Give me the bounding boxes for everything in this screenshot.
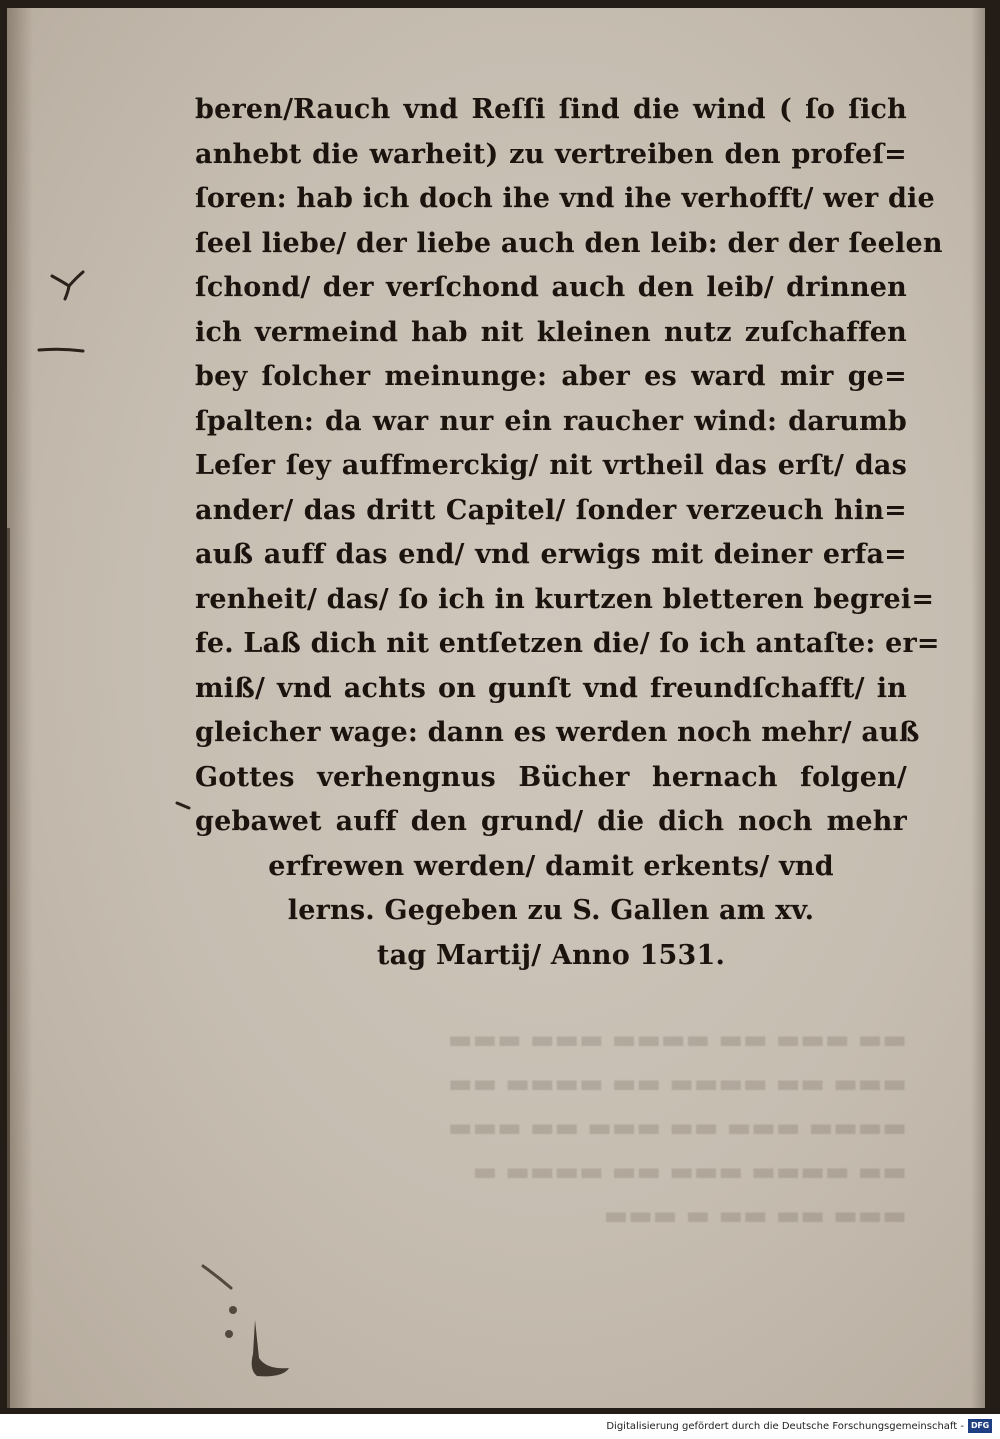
footer-bar	[0, 1414, 1000, 1439]
text-line: fe. Laß dich nit entſetzen die/ ſo ich antaſte: er=	[195, 628, 940, 659]
page-right-edge	[971, 8, 985, 1408]
text-line: renheit/ das/ ſo ich in kurtzen bletteren begrei=	[195, 583, 935, 615]
text-line: auß auff das end/ vnd erwigs mit deiner erfa=	[195, 539, 907, 570]
colophon-date-line: tag Martij/ Anno 1531.	[376, 939, 726, 971]
text-line: beren/Rauch vnd Reſſi ſind die wind ( ſo ſich	[195, 94, 907, 125]
text-line: ander/ das dritt Capitel/ ſonder verzeuch hin=	[195, 494, 907, 526]
text-line: anhebt die warheit) zu vertreiben den profeſ=	[195, 138, 907, 170]
text-line: ſpalten: da war nur ein raucher wind: darumb	[195, 405, 907, 437]
blackletter-text-block	[195, 88, 943, 978]
text-line: ſeel liebe/ der liebe auch den leib: der der ſeelen	[195, 227, 943, 259]
book-page	[7, 8, 985, 1408]
text-line: Gottes verhengnus Bücher hernach folgen/	[195, 761, 907, 793]
text-line: ich vermeind hab nit kleinen nutz zuſchaffen	[195, 316, 907, 348]
text-line: ſchond/ der verſchond auch den leib/ drinnen	[195, 272, 907, 303]
text-line: gebawet auff den grund/ die dich noch mehr	[195, 806, 907, 837]
ink-stain-icon	[197, 1258, 317, 1388]
margin-cross-mark-icon	[49, 266, 87, 302]
dfg-logo: DFG	[968, 1419, 992, 1433]
text-line: miß/ vnd achts on gunſt vnd freundſchafft/ in	[195, 672, 907, 704]
text-line: bey ſolcher meinunge: aber es ward mir ge=	[195, 361, 907, 392]
margin-tick-mark-icon	[175, 800, 193, 812]
margin-dash-mark-icon	[37, 346, 85, 354]
text-line: ſoren: hab ich doch ihe vnd ihe verhofft/ wer die	[195, 183, 935, 214]
text-line: Leſer ſey auffmerckig/ nit vrtheil das erſt/ das	[195, 450, 907, 481]
bleed-through-texture: ▬▬ ▬▬▬ ▬▬ ▬▬▬▬ ▬▬▬ ▬▬▬ ▬▬▬ ▬▬ ▬▬▬▬ ▬▬ ▬▬▬▬ ▬▬ ▬▬▬▬ ▬▬▬ ▬▬ ▬▬▬ ▬▬ ▬▬▬ ▬▬ ▬▬▬▬ ▬▬▬ ▬▬ ▬▬▬▬ ▬ ▬▬▬ ▬▬ ▬▬ ▬ ▬▬▬	[448, 1025, 907, 1231]
funding-credit: Digitalisierung gefördert durch die Deutsche Forschungsgemeinschaft -	[606, 1421, 964, 1432]
text-line: gleicher wage: dann es werden noch mehr/ auß	[195, 717, 920, 748]
page-fold-edge	[7, 528, 20, 1408]
text-line-centered: erfrewen werden/ damit erkents/ vnd	[268, 850, 834, 882]
text-line-centered: lerns. Gegeben zu S. Gallen am xv.	[287, 895, 815, 926]
